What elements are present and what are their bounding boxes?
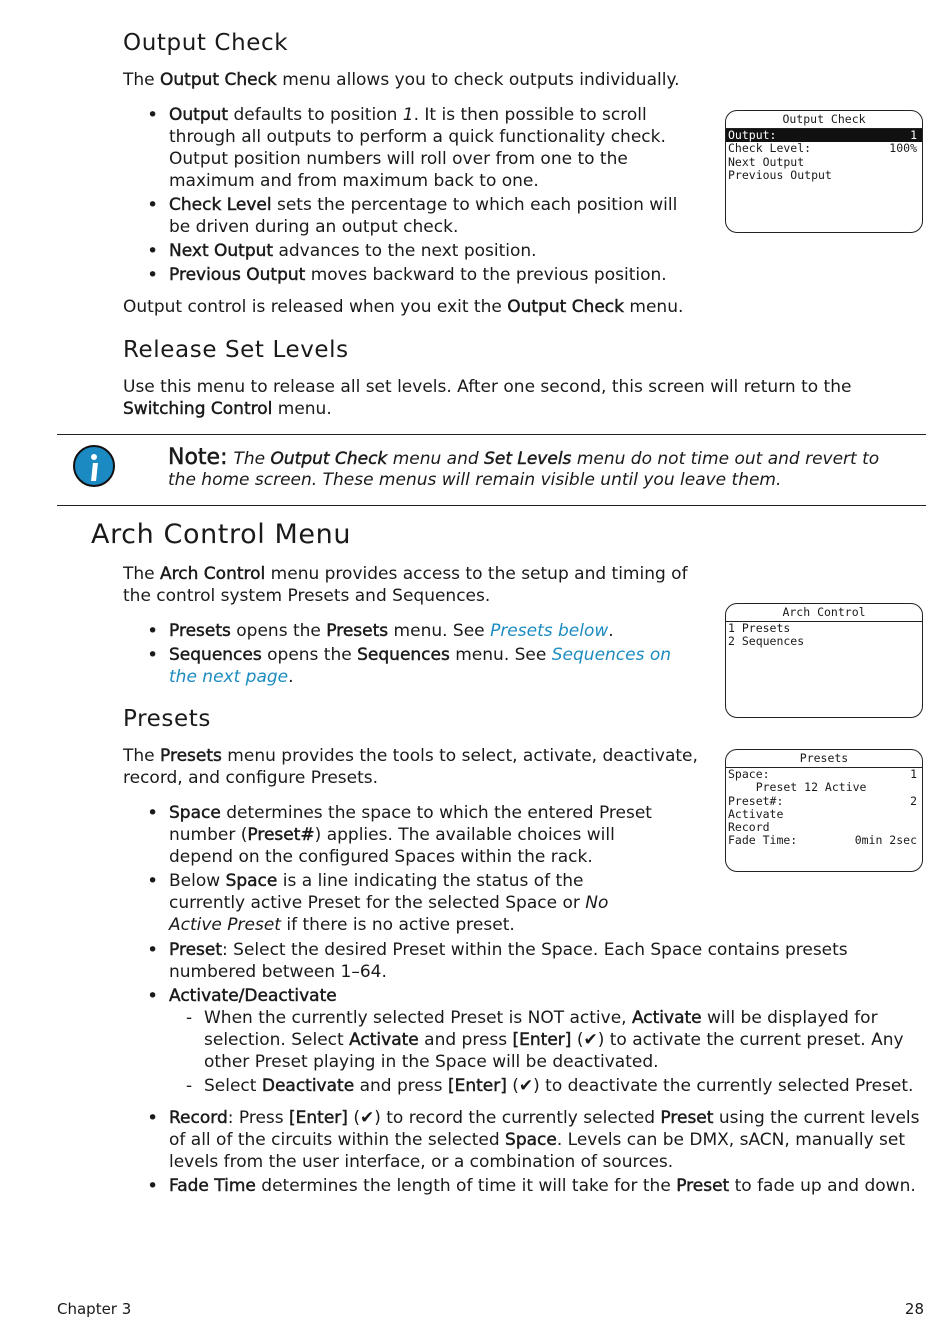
lcd-row-space: Space: 1	[728, 767, 917, 781]
sub-list-item: - When the currently selected Preset is NOT active, Activate will be displayed for selection. Select Activate and press [Enter] (✔) to activate the current preset. Any other Preset playing in the Space will be deactivated.	[169, 1007, 928, 1073]
section-heading-presets: Presets	[123, 706, 211, 732]
lcd-row-next-output: Next Output	[728, 154, 805, 169]
presets-intro: The Presets menu provides the tools to select, activate, deactivate, record, and configure Presets.	[123, 746, 698, 788]
lcd-row-fade-time: Fade Time: 0min 2sec	[728, 833, 917, 848]
output-check-bullets	[123, 104, 683, 288]
list-item: • Activate/Deactivate - When the currently selected Preset is NOT active, Activate will be displayed for selection. Select Activate and press [Enter] (✔) to activate the current preset. Any other Preset playing in the Space will be deactivated. - Select Deactivate and press [Enter] (✔) to deactivate the currently selected Preset.	[123, 985, 928, 1097]
lcd-title: Arch Control	[726, 606, 922, 622]
list-item: • Below Space is a line indicating the status of the currently active Preset for the selected Space or No Active Preset if there is no active preset.	[123, 870, 660, 936]
lcd-output-check	[725, 110, 923, 233]
list-item: • Next Output advances to the next position.	[123, 240, 683, 262]
output-check-closing: Output control is released when you exit the Output Check menu.	[123, 297, 684, 317]
output-check-intro: The Output Check menu allows you to check outputs individually.	[123, 70, 680, 90]
lcd-row-activate: Activate	[728, 806, 784, 821]
lcd-row-previous-output: Previous Output	[728, 167, 832, 182]
presets-bullets-a	[123, 802, 660, 938]
lcd-arch-control	[725, 603, 923, 718]
lcd-title: Output Check	[726, 113, 922, 129]
presets-bullets-b	[123, 939, 928, 1199]
lcd-presets	[725, 749, 923, 872]
link-presets-below[interactable]: Presets below	[490, 621, 609, 641]
footer-chapter: Chapter 3	[57, 1300, 132, 1318]
info-icon	[73, 445, 115, 487]
lcd-row-preset-number: Preset#: 2	[728, 793, 917, 808]
list-item: • Previous Output moves backward to the previous position.	[123, 264, 683, 286]
list-item: • Preset: Select the desired Preset within the Space. Each Space contains presets numbered between 1–64.	[123, 939, 928, 983]
list-item: • Check Level sets the percentage to which each position will be driven during an output check.	[123, 194, 683, 238]
lcd-row-sequences: 2 Sequences	[728, 634, 805, 649]
section-heading-output-check: Output Check	[123, 30, 289, 56]
release-text: Use this menu to release all set levels. After one second, this screen will return to the Switching Control menu.	[123, 377, 852, 419]
lcd-title: Presets	[726, 752, 922, 768]
list-item: • Fade Time determines the length of time it will take for the Preset to fade up and down.	[123, 1175, 928, 1197]
list-item: • Sequences opens the Sequences menu. See Sequences on the next page.	[123, 644, 683, 688]
section-heading-release-set-levels: Release Set Levels	[123, 337, 349, 363]
lcd-row-presets: 1 Presets	[728, 621, 791, 635]
sub-list-item: - Select Deactivate and press [Enter] (✔) to deactivate the currently selected Preset.	[169, 1075, 928, 1097]
lcd-row-record: Record	[728, 820, 770, 835]
lcd-row-preset-status: Preset 12 Active	[728, 780, 867, 795]
lcd-row-output: Output: 1	[726, 129, 922, 142]
chapter-heading-arch-control-menu: Arch Control Menu	[91, 519, 352, 550]
note-text: Note: The Output Check menu and Set Levels menu do not time out and revert to the home screen. These menus will remain visible until you leave them.	[168, 445, 880, 490]
arch-bullets	[123, 620, 683, 690]
list-item: • Output defaults to position 1. It is then possible to scroll through all outputs to perform a quick functionality check. Output position numbers will roll over from one to the maximum and from maximum back to one.	[123, 104, 683, 192]
arch-intro: The Arch Control menu provides access to the setup and timing of the control system Presets and Sequences.	[123, 564, 688, 606]
divider	[57, 505, 926, 506]
list-item: • Presets opens the Presets menu. See Presets below.	[123, 620, 683, 642]
activate-sublist	[169, 1007, 928, 1097]
footer-page-number: 28	[904, 1300, 924, 1318]
link-sequences-next-page[interactable]: Sequences on the next page	[169, 645, 672, 687]
list-item: • Record: Press [Enter] (✔) to record the currently selected Preset using the current levels of all of the circuits within the selected Space. Levels can be DMX, sACN, manually set levels from the user interface, or a combination of sources.	[123, 1107, 928, 1173]
divider	[57, 434, 926, 435]
lcd-row-check-level: Check Level: 100%	[728, 141, 917, 156]
list-item: • Space determines the space to which the entered Preset number (Preset#) applies. The available choices will depend on the configured Spaces within the rack.	[123, 802, 660, 868]
